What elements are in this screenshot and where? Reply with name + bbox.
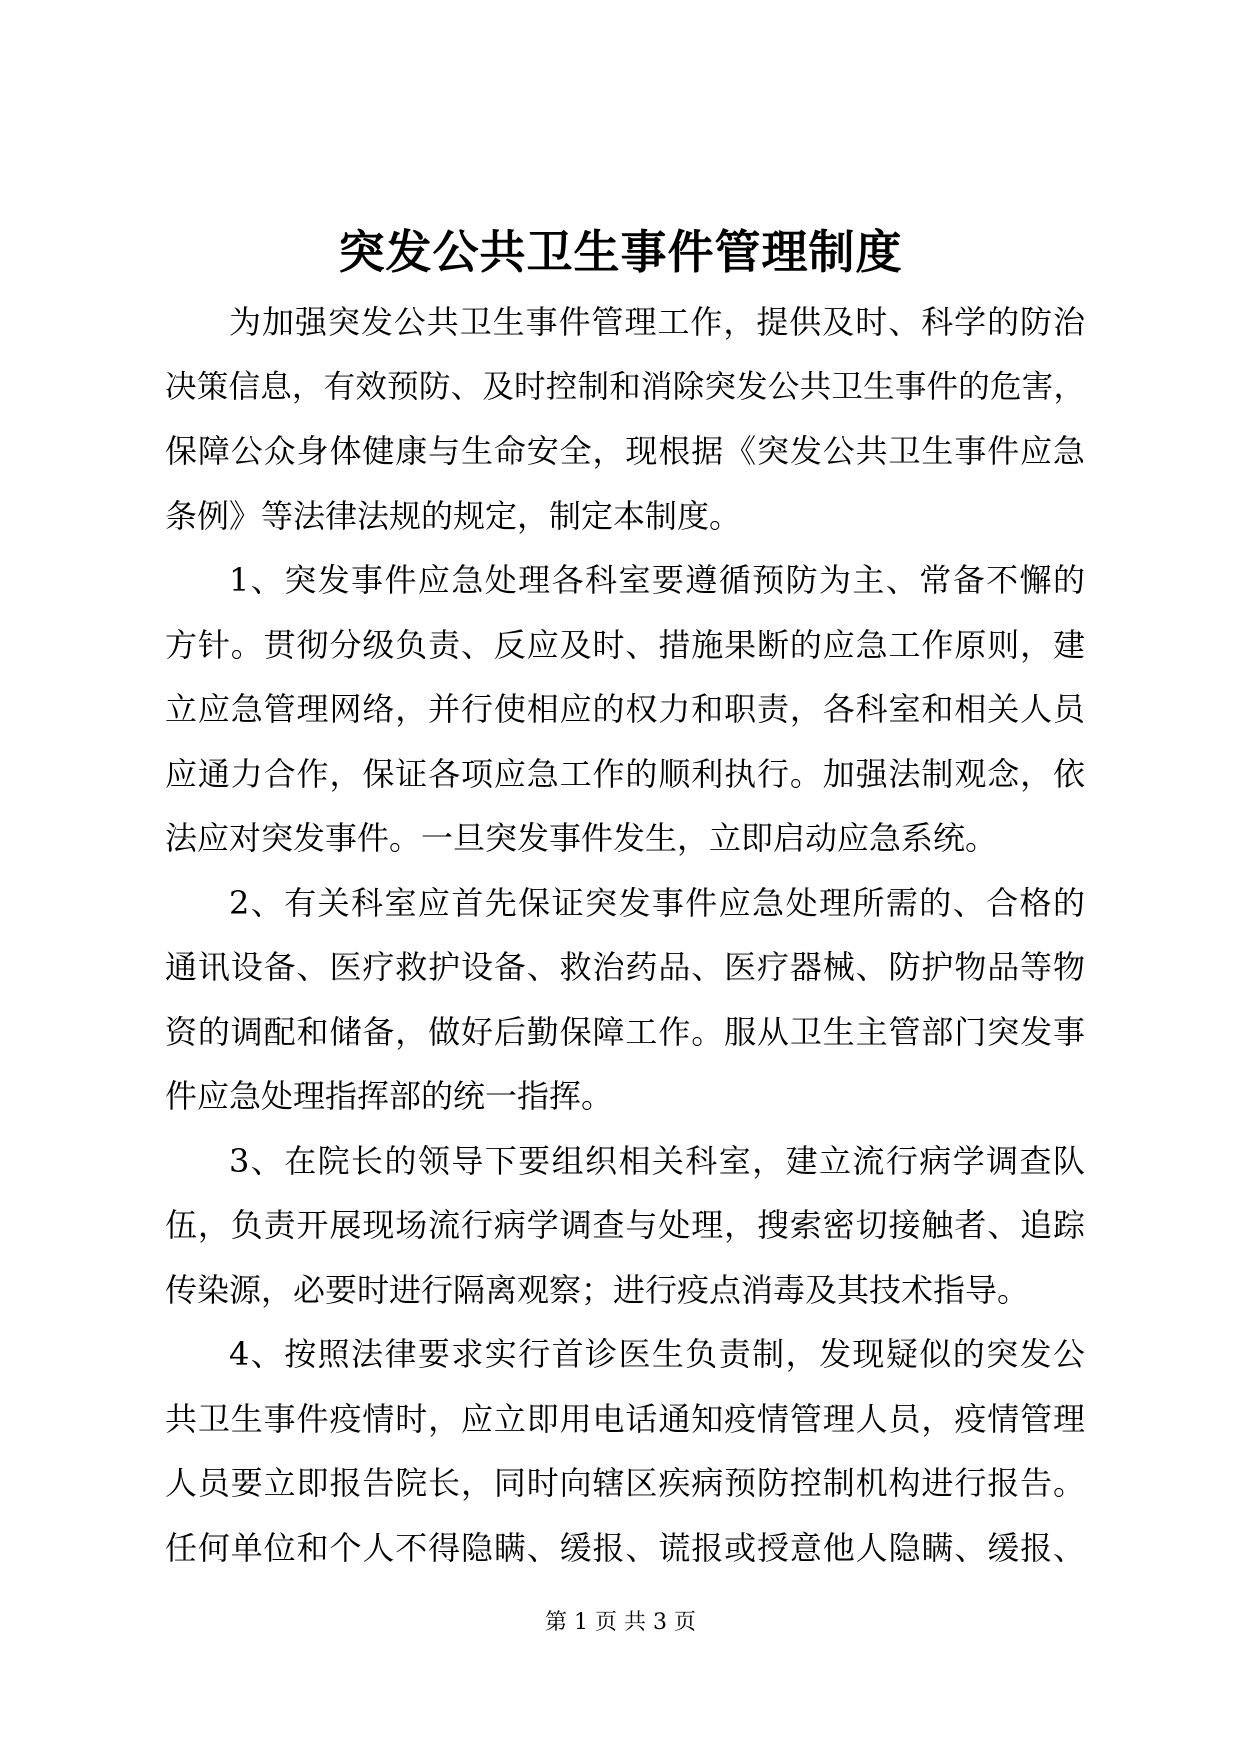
paragraph-line: 2、有关科室应首先保证突发事件应急处理所需的、合格的 bbox=[229, 883, 1085, 922]
document-title: 突发公共卫生事件管理制度 bbox=[338, 225, 903, 279]
paragraph bbox=[165, 1322, 1085, 1580]
paragraph-line: 为加强突发公共卫生事件管理工作，提供及时、科学的防治 bbox=[229, 303, 1085, 341]
paragraph-line: 方针。贯彻分级负责、反应及时、措施果断的应急工作原则，建 bbox=[165, 625, 1085, 664]
paragraph-line: 4、按照法律要求实行首诊医生负责制，发现疑似的突发公 bbox=[229, 1335, 1085, 1373]
page-footer: 第 1 页 共 3 页 bbox=[545, 1610, 696, 1635]
paragraph-line: 共卫生事件疫情时，应立即用电话通知疫情管理人员，疫情管理 bbox=[165, 1399, 1085, 1438]
paragraph-line: 传染源，必要时进行隔离观察；进行疫点消毒及其技术指导。 bbox=[165, 1270, 1030, 1309]
paragraph-line: 1、突发事件应急处理各科室要遵循预防为主、常备不懈的 bbox=[229, 561, 1085, 599]
paragraph-line: 任何单位和个人不得隐瞒、缓报、谎报或授意他人隐瞒、缓报、 bbox=[165, 1528, 1085, 1567]
paragraph-line: 3、在院长的领导下要组织相关科室，建立流行病学调查队 bbox=[229, 1141, 1085, 1180]
paragraph-line: 人员要立即报告院长，同时向辖区疾病预防控制机构进行报告。 bbox=[165, 1464, 1085, 1502]
paragraph bbox=[165, 871, 1085, 1129]
paragraph-line: 资的调配和储备，做好后勤保障工作。服从卫生主管部门突发事 bbox=[165, 1012, 1085, 1051]
paragraph bbox=[165, 1129, 1085, 1323]
paragraph-line: 法应对突发事件。一旦突发事件发生，立即启动应急系统。 bbox=[165, 819, 998, 857]
paragraph-line: 保障公众身体健康与生命安全，现根据《突发公共卫生事件应急 bbox=[165, 432, 1085, 470]
paragraph-line: 决策信息，有效预防、及时控制和消除突发公共卫生事件的危害， bbox=[165, 368, 1085, 405]
paragraph-line: 通讯设备、医疗救护设备、救治药品、医疗器械、防护物品等物 bbox=[165, 948, 1085, 986]
paragraph bbox=[165, 548, 1085, 871]
paragraph bbox=[165, 290, 1085, 548]
paragraph-line: 伍，负责开展现场流行病学调查与处理，搜索密切接触者、追踪 bbox=[165, 1206, 1085, 1244]
paragraph-line: 条例》等法律法规的规定，制定本制度。 bbox=[165, 496, 742, 535]
paragraph-line: 件应急处理指挥部的统一指挥。 bbox=[165, 1077, 614, 1115]
paragraph-line: 应通力合作，保证各项应急工作的顺利执行。加强法制观念，依 bbox=[165, 754, 1085, 793]
paragraph-line: 立应急管理网络，并行使相应的权力和职责，各科室和相关人员 bbox=[165, 690, 1085, 728]
document-body bbox=[165, 290, 1085, 1580]
